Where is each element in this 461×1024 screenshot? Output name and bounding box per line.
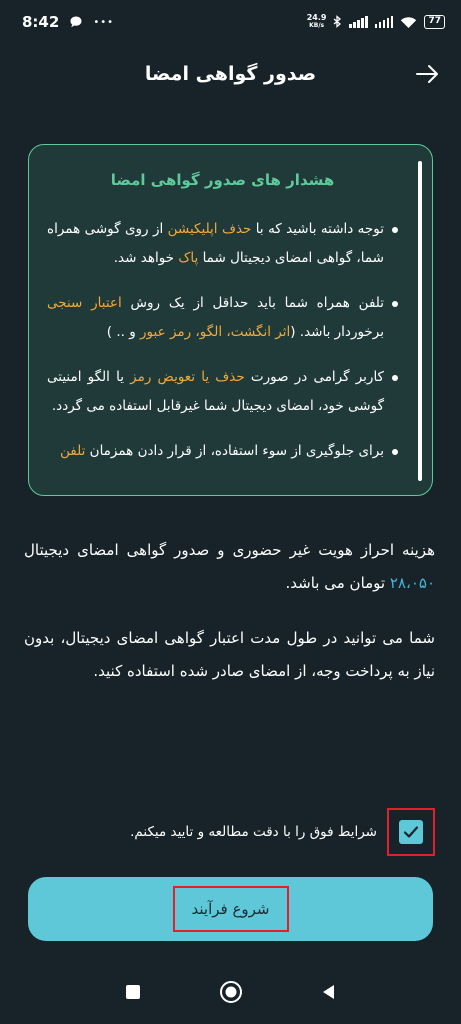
warning-item [47, 437, 398, 466]
warning-item [47, 363, 398, 421]
battery-icon: 77 [424, 15, 445, 29]
page-title: صدور گواهی امضا [144, 63, 317, 85]
status-left [22, 13, 114, 31]
warning-highlight: پاک [178, 250, 199, 266]
back-arrow-icon[interactable] [413, 60, 441, 88]
fee-price: ۲۸،۰۵۰ [389, 574, 435, 592]
chat-icon [69, 15, 83, 29]
warning-item-text: یا الگو امنیتی گوشی خود، امضای دیجیتال شما غیرقابل استفاده می گردد. [47, 369, 384, 414]
warning-highlight: حذف یا تعویض رمز [130, 369, 245, 385]
warning-item-text: و .. ) [106, 324, 141, 340]
bluetooth-icon [333, 15, 342, 29]
warning-item [47, 215, 398, 273]
start-process-button[interactable] [28, 877, 433, 941]
net-speed-unit: KB/s [309, 22, 325, 29]
net-speed-value: 24.9 [306, 13, 327, 22]
triangle-back-icon [320, 983, 338, 1001]
warning-item-text: تلفن همراه شما باید حداقل از یک روش [121, 295, 384, 311]
agree-checkbox[interactable] [399, 820, 423, 844]
nav-home-button[interactable] [218, 979, 244, 1005]
fee-text [24, 534, 435, 600]
warning-highlight: تلفن [60, 443, 86, 459]
agree-label[interactable]: شرایط فوق را با دقت مطالعه و تایید میکنم. [130, 824, 377, 840]
warning-highlight: اثر انگشت، الگو، رمز عبور [140, 324, 291, 340]
checkbox-highlight-frame [387, 808, 435, 856]
warning-item-text: از روی گوشی همراه شما، گواهی امضای دیجیتال شما [47, 221, 384, 266]
warning-item [47, 289, 398, 347]
more-notifications-dots: ••• [93, 16, 115, 28]
nav-recents-button[interactable] [120, 979, 146, 1005]
square-recents-icon [124, 983, 142, 1001]
status-time: 8:42 [22, 13, 60, 31]
agreement-row [20, 808, 435, 856]
warning-item-text: خواهد شد. [113, 250, 179, 266]
status-bar [0, 0, 461, 44]
warning-item-text: کاربر گرامی در صورت [244, 369, 384, 385]
status-right [307, 14, 445, 30]
warning-item-text: توجه داشته باشید که با [251, 221, 384, 237]
validity-text: شما می توانید در طول مدت اعتبار گواهی امضای دیجیتال، بدون نیاز به پرداخت وجه، از امضای صادر شده استفاده کنید. [24, 629, 435, 680]
app-header [0, 52, 461, 96]
warning-item-text: برخوردار باشد. ( [290, 324, 384, 340]
start-button-label: شروع فرآیند [173, 886, 289, 932]
signal-strength-icon [349, 16, 368, 28]
wifi-icon [400, 16, 417, 29]
warning-content [29, 145, 432, 495]
warning-item-text: برای جلوگیری از سوء استفاده، از قرار دادن همزمان [85, 443, 384, 459]
warning-highlight: اعتبار سنجی [47, 295, 122, 311]
net-speed [307, 14, 327, 30]
warning-highlight: حذف اپلیکیشن [167, 221, 252, 237]
warning-title: هشدار های صدور گواهی امضا [110, 171, 335, 189]
fee-text-part: تومان می باشد. [285, 574, 390, 592]
system-nav-bar [0, 960, 461, 1024]
checkmark-icon [402, 823, 420, 841]
signal-strength-2-icon [375, 16, 394, 28]
fee-text-part: هزینه احراز هویت غیر حضوری و صدور گواهی امضای دیجیتال [24, 541, 435, 559]
home-circle-icon [219, 980, 243, 1004]
nav-back-button[interactable] [316, 979, 342, 1005]
warning-box[interactable] [28, 144, 433, 496]
